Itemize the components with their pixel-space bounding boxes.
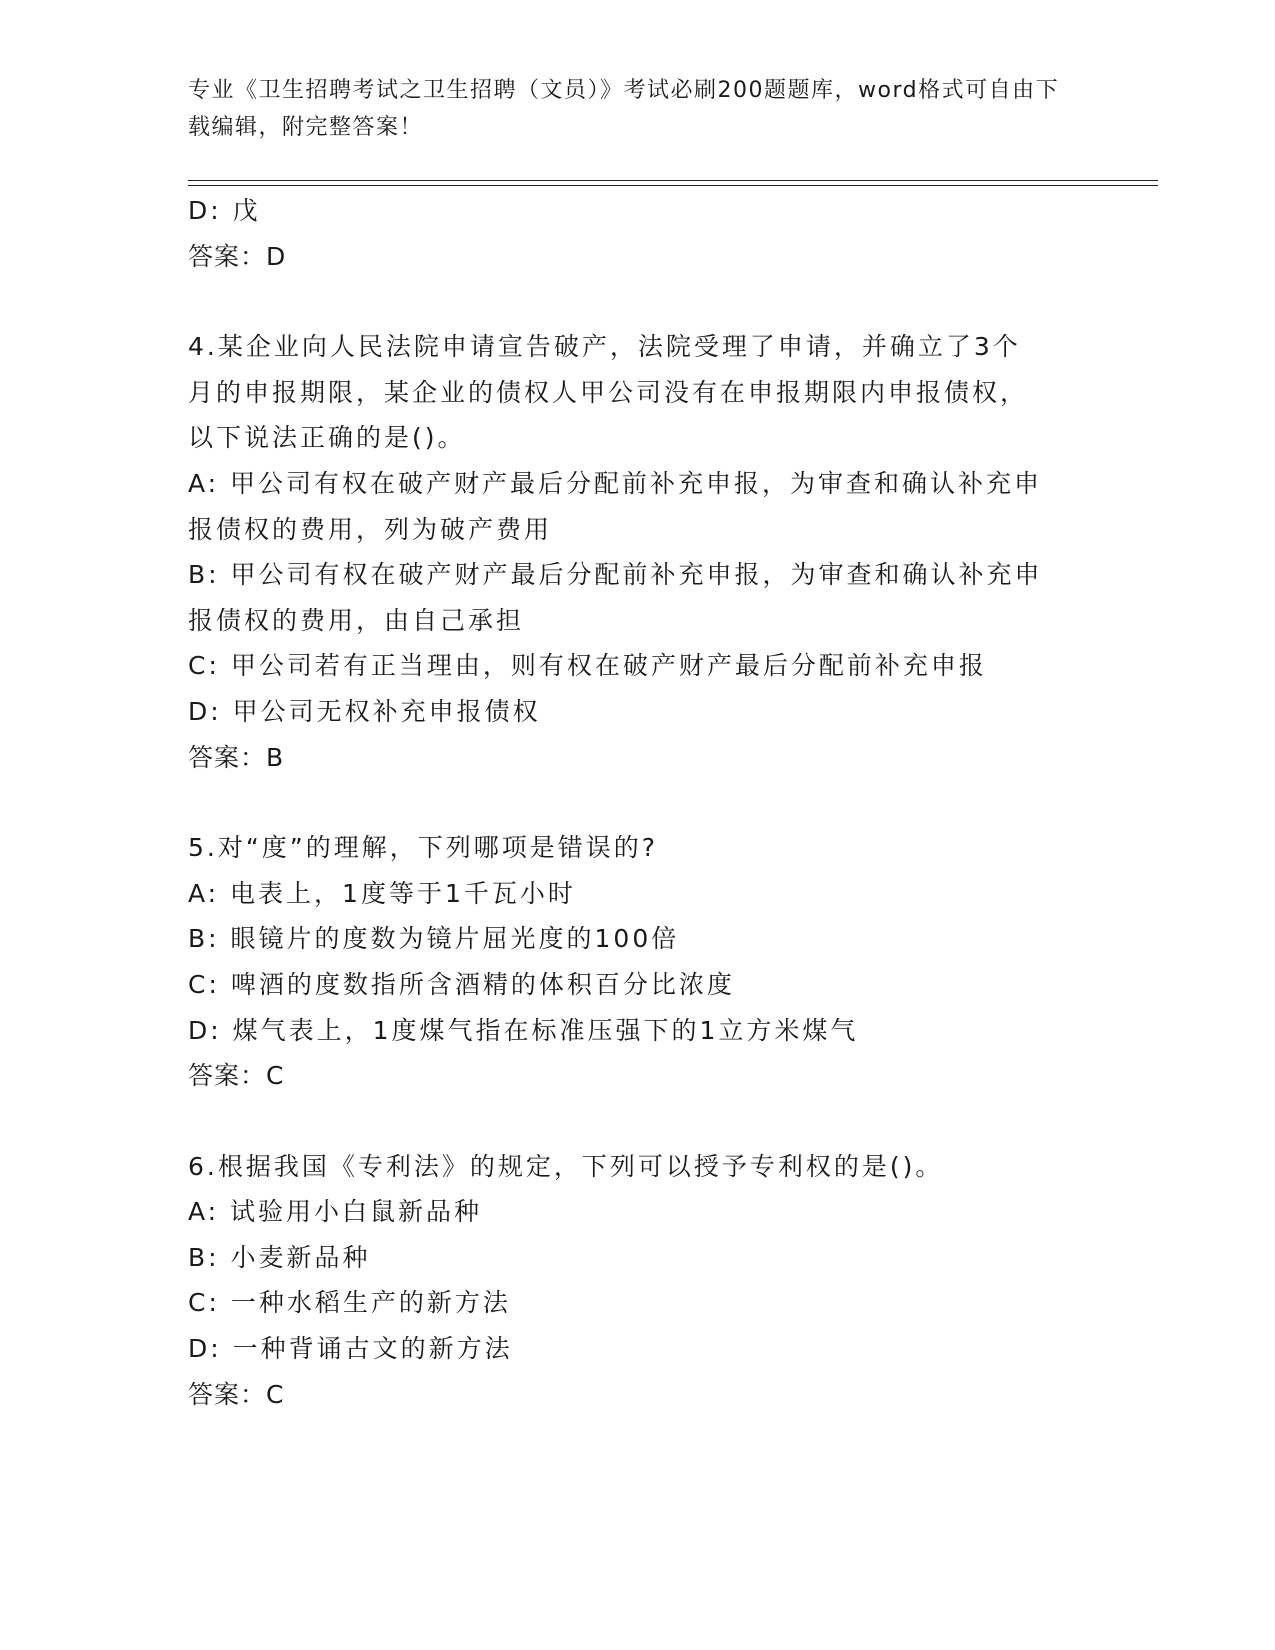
option-d: D: 甲公司无权补充申报债权: [188, 696, 541, 726]
option-a: A: 甲公司有权在破产财产最后分配前补充申报，为审查和确认补充申: [188, 468, 1043, 498]
option-b: B: 眼镜片的度数为镜片屈光度的100倍: [188, 924, 680, 954]
option-b: 报债权的费用，由自己承担: [188, 605, 525, 635]
question-text: 以下说法正确的是()。: [188, 423, 466, 453]
page-header: 专业《卫生招聘考试之卫生招聘（文员）》考试必刷200题题库，word格式可自由下载编辑，附完整答案！: [188, 78, 1060, 140]
answer-line: 答案：B: [188, 742, 285, 772]
option-d: D: 一种背诵古文的新方法: [188, 1334, 513, 1364]
answer-line: 答案：C: [188, 1379, 285, 1409]
option-a: 报债权的费用，列为破产费用: [188, 514, 553, 544]
header-divider: [188, 180, 1158, 186]
option-d: D: 戊: [188, 196, 261, 225]
option-c: C: 甲公司若有正当理由，则有权在破产财产最后分配前补充申报: [188, 651, 987, 681]
option-d: D: 煤气表上，1度煤气指在标准压强下的1立方米煤气: [188, 1015, 859, 1045]
option-b: B: 小麦新品种: [188, 1242, 371, 1272]
answer-line: 答案：C: [188, 1061, 285, 1091]
option-c: C: 一种水稻生产的新方法: [188, 1288, 511, 1318]
question-4: [188, 324, 1088, 780]
option-a: A: 试验用小白鼠新品种: [188, 1197, 483, 1227]
answer-line: 答案：D: [188, 241, 287, 271]
question-text: 4.某企业向人民法院申请宣告破产，法院受理了申请，并确立了3个: [188, 332, 1021, 362]
question-6: [188, 1144, 1088, 1418]
option-c: C: 啤酒的度数指所含酒精的体积百分比浓度: [188, 969, 735, 999]
question-text: 月的申报期限，某企业的债权人甲公司没有在申报期限内申报债权，: [188, 377, 1029, 407]
question-text: 5.对“度”的理解，下列哪项是错误的?: [188, 833, 659, 863]
option-a: A: 电表上，1度等于1千瓦小时: [188, 878, 576, 908]
question-text: 6.根据我国《专利法》的规定，下列可以授予专利权的是()。: [188, 1151, 944, 1181]
document-body: [188, 188, 1088, 1417]
question-5: [188, 825, 1088, 1099]
option-b: B: 甲公司有权在破产财产最后分配前补充申报，为审查和确认补充申: [188, 560, 1043, 590]
